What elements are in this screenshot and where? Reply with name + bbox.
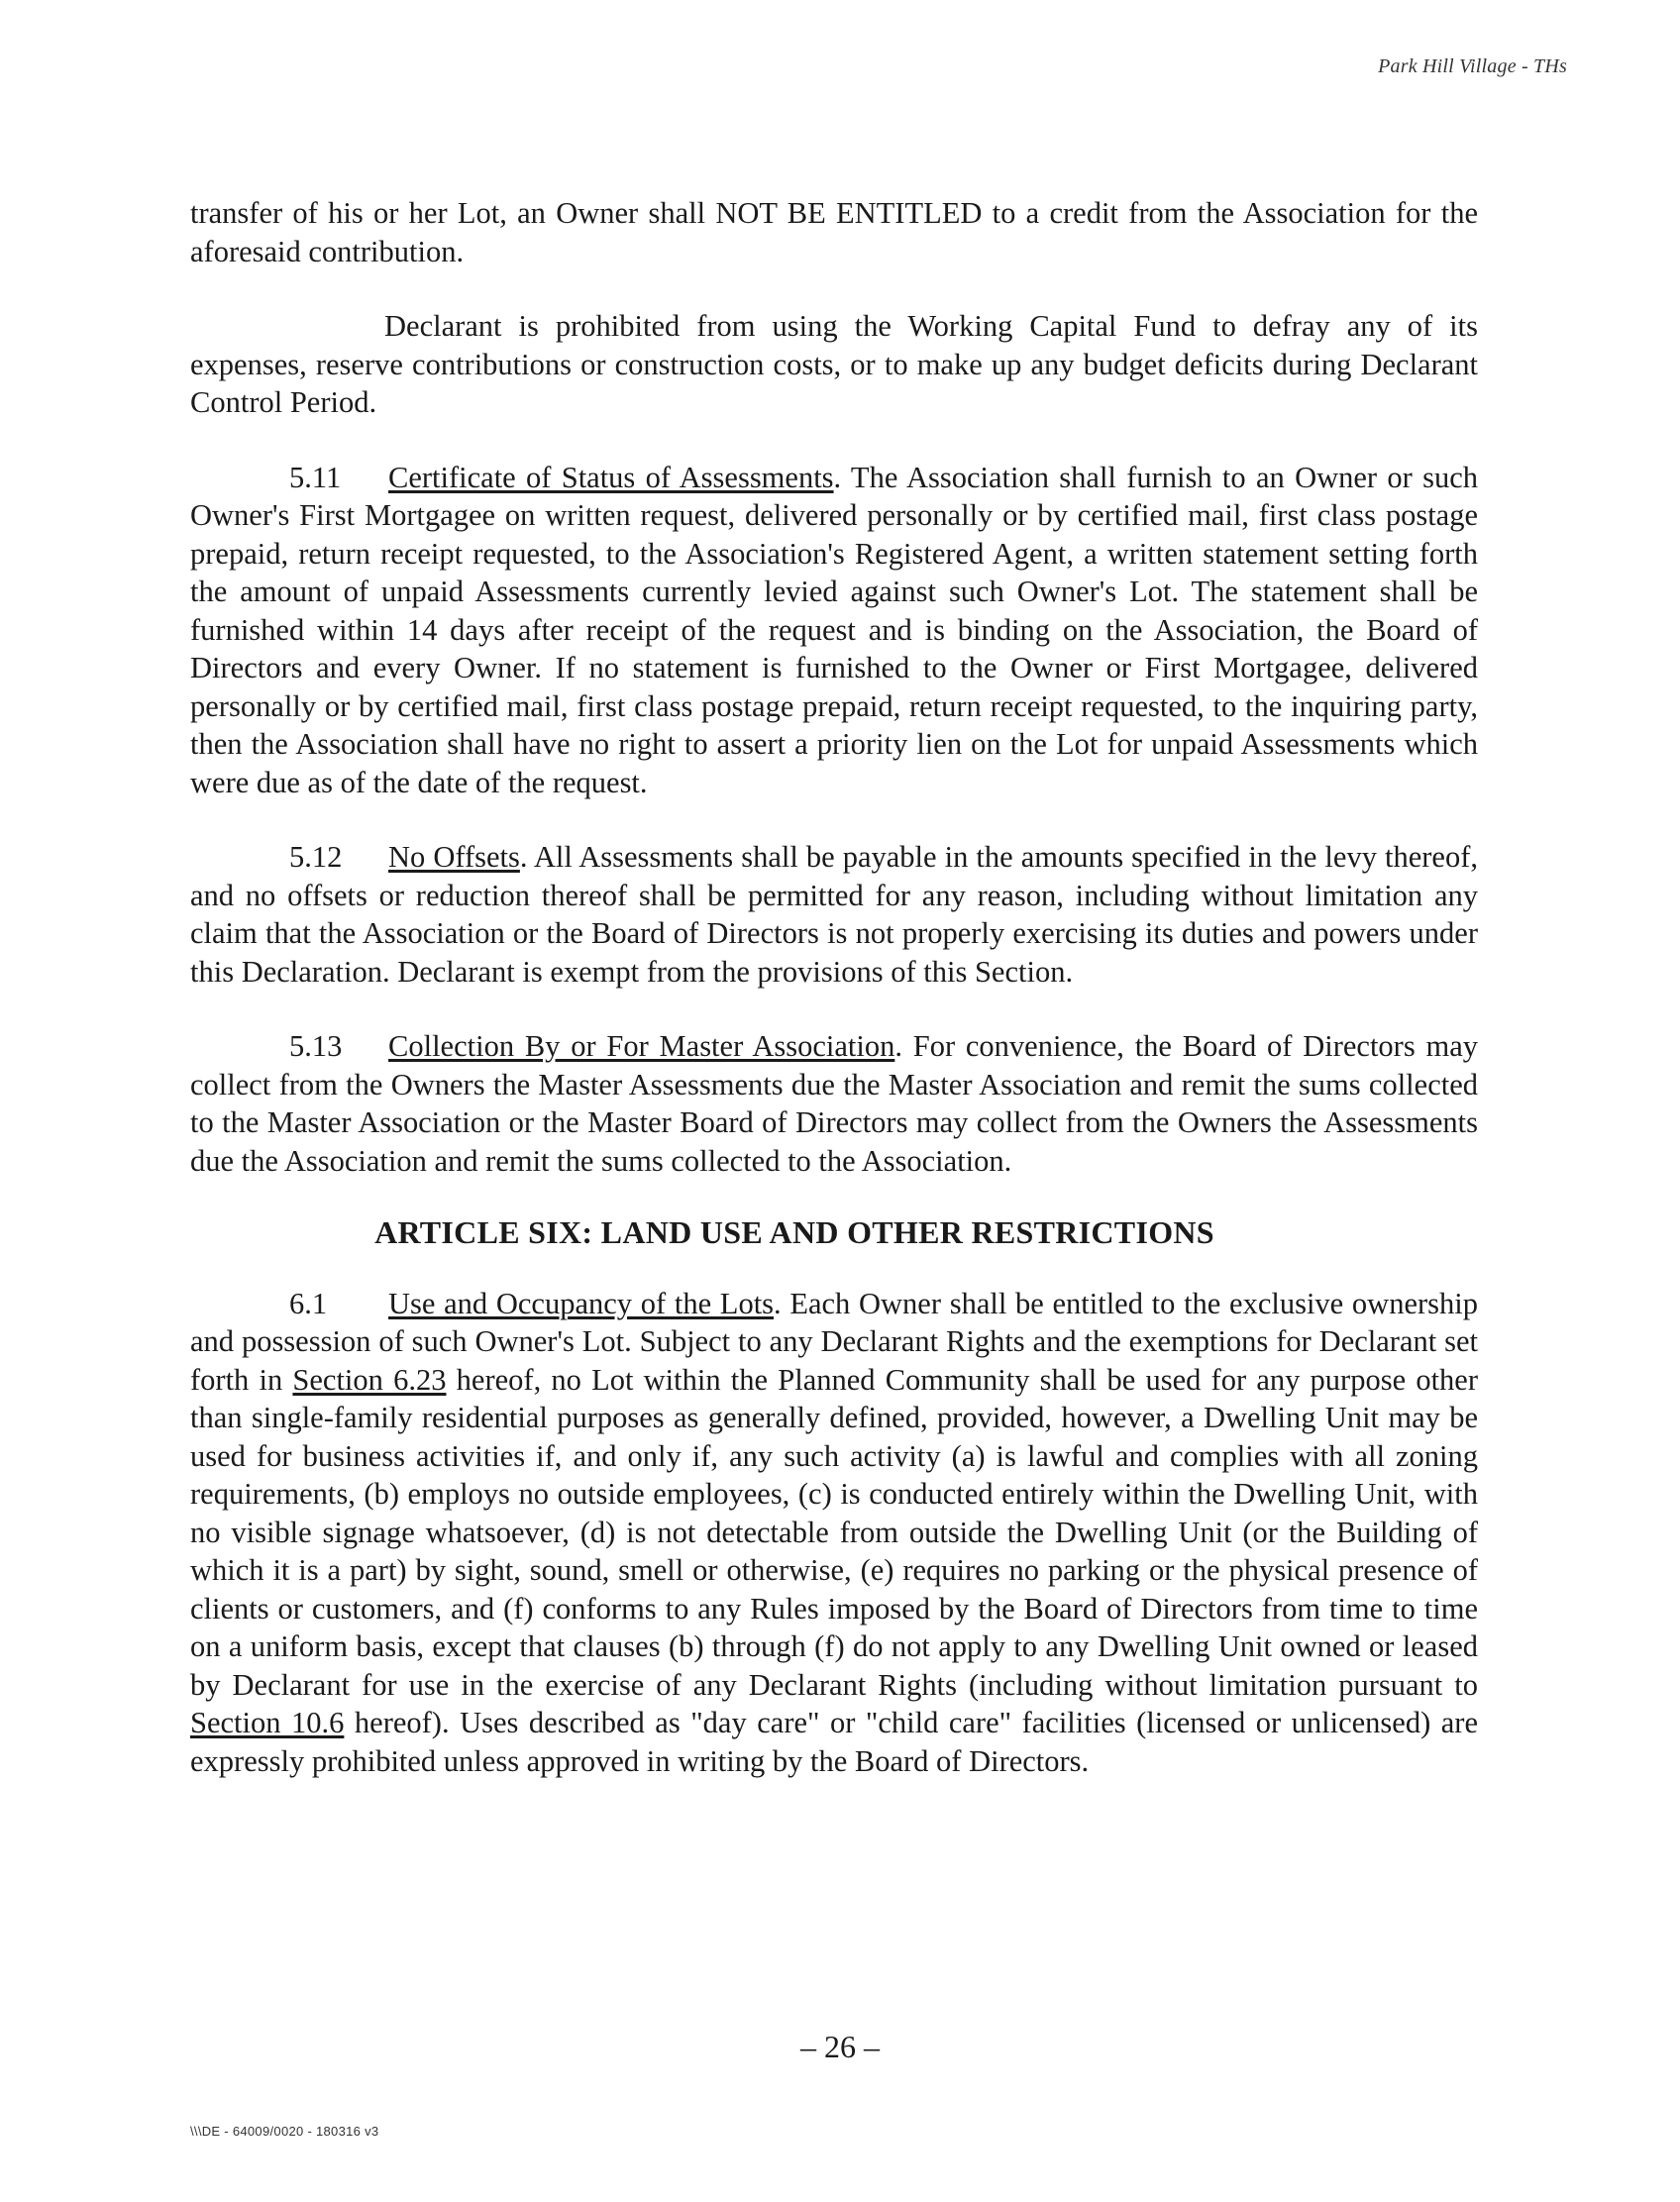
section-text: . All Assessments shall be payable in the amounts specified in the levy thereof, and no offsets or reduction thereof shall be permitted for any reason, including without limitation any claim that the Association or the Board of Directors is not properly exercising its duties and powers under this Declaration. Declarant is exempt from the provisions of this Section.: [190, 840, 1478, 989]
section-number: 5.12: [289, 840, 343, 874]
page-number: – 26 –: [800, 2029, 880, 2064]
document-body: [190, 194, 1478, 1817]
section-reference: Section 10.6: [190, 1706, 345, 1739]
section-title: No Offsets: [388, 840, 520, 874]
paragraph-text: transfer of his or her Lot, an Owner shall NOT BE ENTITLED to a credit from the Association for the aforesaid contribution.: [190, 196, 1478, 268]
section-text: . Each Owner shall be entitled to the exclusive ownership and possession of such Owner's Lot. Subject to any Declarant Rights and the exemptions for Declarant set forth in: [190, 1286, 1478, 1397]
paragraph-working-capital: [190, 307, 1478, 422]
paragraph-continuation: [190, 194, 1478, 270]
paragraph-text: Declarant is prohibited from using the Working Capital Fund to defray any of its expenses, reserve contributions or construction costs, or to make up any budget deficits during Declarant Control Period.: [190, 309, 1478, 419]
section-text: . For convenience, the Board of Directors may collect from the Owners the Master Assessments due the Master Association and remit the sums collected to the Master Association or the Master Board of Directors may collect from the Owners the Assessments due the Association and remit the sums collected to the Association.: [190, 1029, 1478, 1178]
section-title: Certificate of Status of Assessments: [388, 460, 834, 494]
section-text: . The Association shall furnish to an Owner or such Owner's First Mortgagee on written request, delivered personally or by certified mail, first class postage prepaid, return receipt requested, to the Association's Registered Agent, a written statement setting forth the amount of unpaid Assessments currently levied against such Owner's Lot. The statement shall be furnished within 14 days after receipt of the request and is binding on the Association, the Board of Directors and every Owner. If no statement is furnished to the Owner or First Mortgagee, delivered personally or by certified mail, first class postage prepaid, return receipt requested, to the inquiring party, then the Association shall have no right to assert a priority lien on the Lot for unpaid Assessments which were due as of the date of the request.: [190, 460, 1479, 799]
running-header: Park Hill Village - THs: [1378, 55, 1567, 77]
section-number: 6.1: [289, 1286, 328, 1320]
article-heading: ARTICLE SIX: LAND USE AND OTHER RESTRICTIONS: [374, 1214, 1214, 1250]
section-5-11: [190, 459, 1478, 802]
section-number: 5.11: [289, 460, 342, 494]
section-text: hereof, no Lot within the Planned Community shall be used for any purpose other than single-family residential purposes as generally defined, provided, however, a Dwelling Unit may be used for business activities if, and only if, any such activity (a) is lawful and complies with all zoning requirements, (b) employs no outside employees, (c) is conducted entirely within the Dwelling Unit, with no visible signage whatsoever, (d) is not detectable from outside the Dwelling Unit (or the Building of which it is a part) by sight, sound, smell or otherwise, (e) requires no parking or the physical presence of clients or customers, and (f) conforms to any Rules imposed by the Board of Directors from time to time on a uniform basis, except that clauses (b) through (f) do not apply to any Dwelling Unit owned or leased by Declarant for use in the exercise of any Declarant Rights (including without limitation pursuant to: [190, 1362, 1478, 1702]
document-id: \\\DE - 64009/0020 - 180316 v3: [190, 2124, 379, 2139]
section-5-13: [190, 1027, 1478, 1180]
section-title: Use and Occupancy of the Lots: [388, 1286, 775, 1320]
section-title: Collection By or For Master Association: [388, 1029, 895, 1063]
section-text: hereof). Uses described as "day care" or "child care" facilities (licensed or unlicensed) are expressly prohibited unless approved in writing by the Board of Directors.: [190, 1706, 1478, 1778]
section-5-12: [190, 838, 1478, 991]
section-reference: Section 6.23: [292, 1362, 447, 1397]
section-6-1: [190, 1285, 1478, 1781]
section-number: 5.13: [289, 1029, 343, 1063]
